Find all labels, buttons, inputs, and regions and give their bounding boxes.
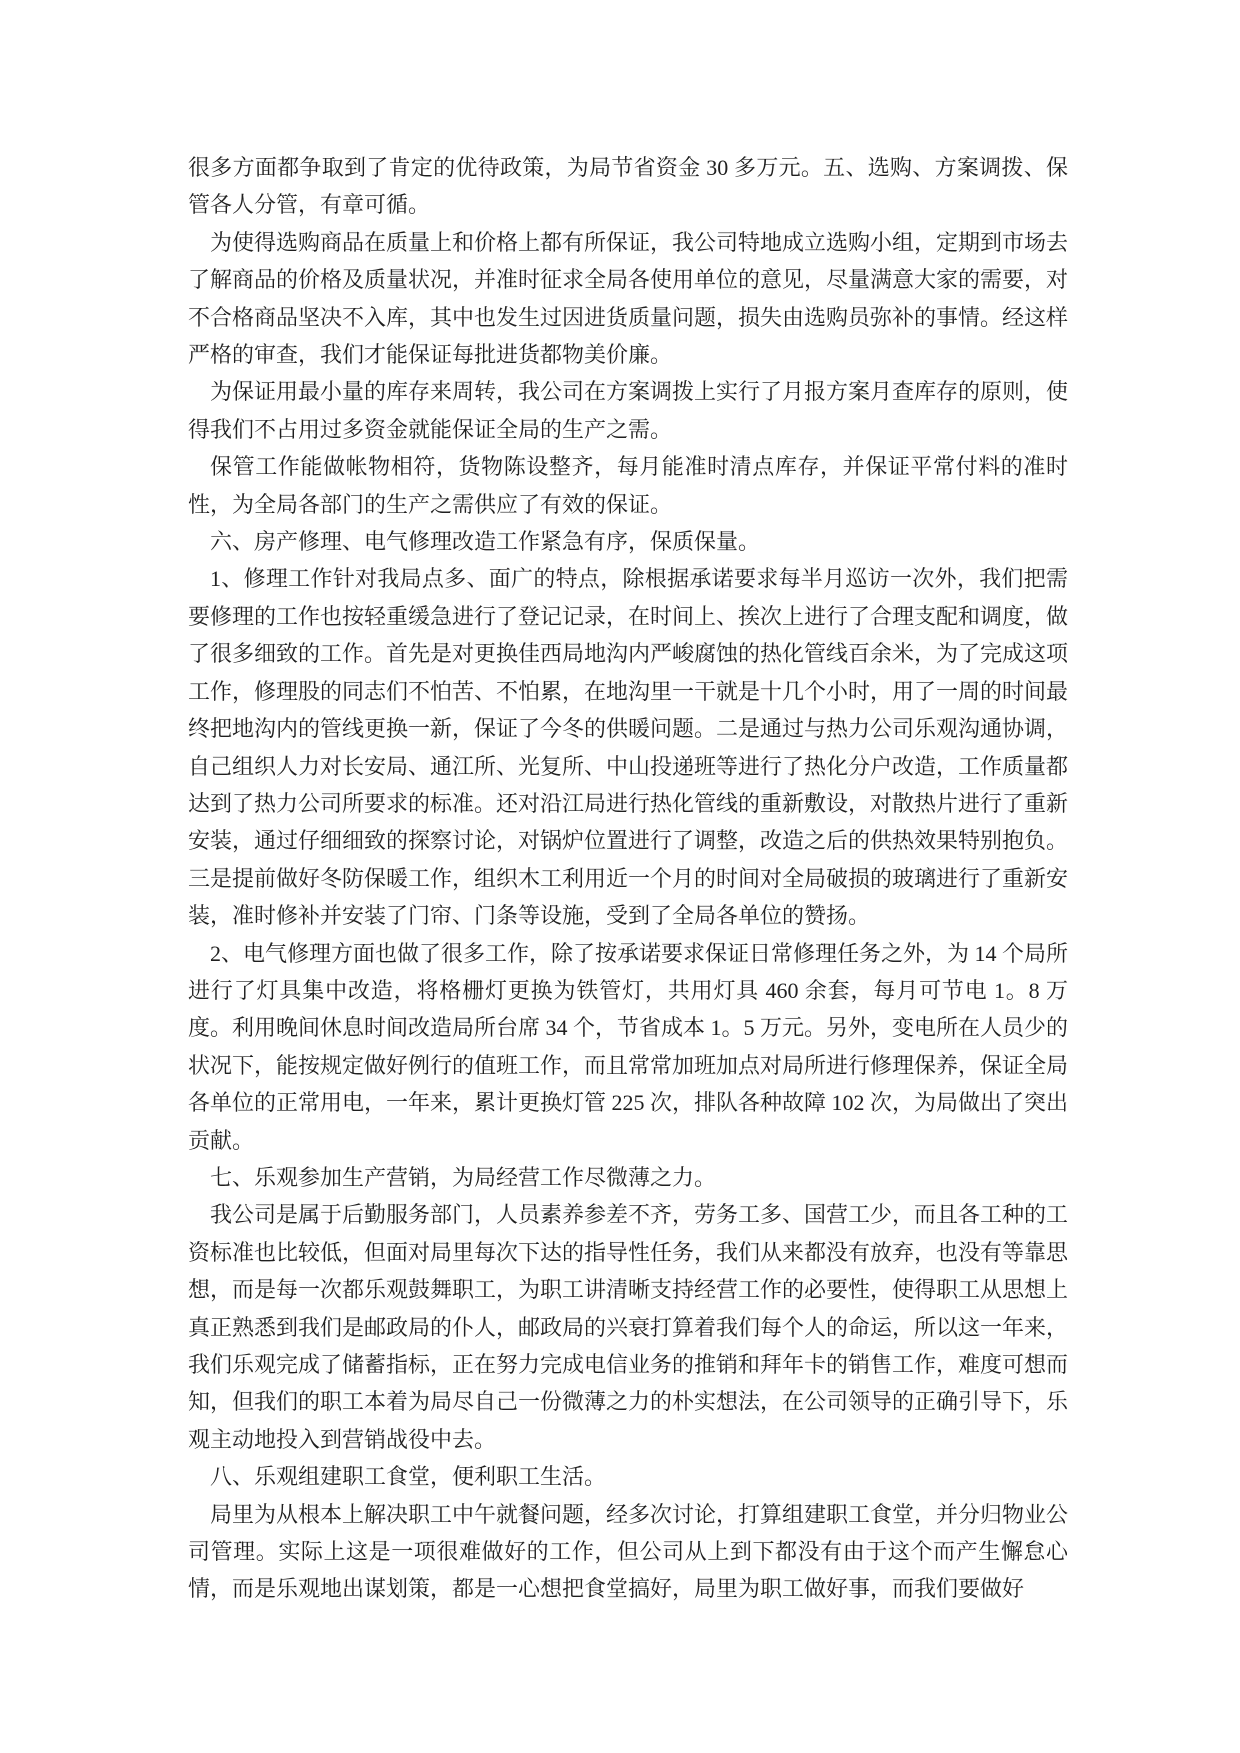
paragraph: 很多方面都争取到了肯定的优待政策，为局节省资金 30 多万元。五、选购、方案调拨、保管各人分管，有章可循。	[188, 155, 1068, 218]
paragraph: 为使得选购商品在质量上和价格上都有所保证，我公司特地成立选购小组，定期到市场去了解商品的价格及质量状况，并准时征求全局各使用单位的意见，尽量满意大家的需要，对不合格商品坚决不入库，其中也发生过因进货质量问题，损失由选购员弥补的事情。经这样严格的审查，我们才能保证每批进货都物美价廉。	[188, 229, 1069, 368]
document-body	[188, 149, 1068, 1608]
paragraph: 我公司是属于后勤服务部门，人员素养参差不齐，劳务工多、国营工少，而且各工种的工资标准也比较低，但面对局里每次下达的指导性任务，我们从来都没有放弃，也没有等靠思想，而是每一次都乐观鼓舞职工，为职工讲清晰支持经营工作的必要性，使得职工从思想上真正熟悉到我们是邮政局的仆人，邮政局的兴衰打算着我们每个人的命运，所以这一年来，我们乐观完成了储蓄指标，正在努力完成电信业务的推销和拜年卡的销售工作，难度可想而知，但我们的职工本着为局尽自己一份微薄之力的朴实想法，在公司领导的正确引导下，乐观主动地投入到营销战役中去。	[188, 1202, 1069, 1452]
paragraph: 六、房产修理、电气修理改造工作紧急有序，保质保量。	[210, 529, 761, 555]
paragraph: 保管工作能做帐物相符，货物陈设整齐，每月能准时清点库存，并保证平常付料的准时性，为全局各部门的生产之需供应了有效的保证。	[188, 454, 1068, 517]
paragraph: 八、乐观组建职工食堂，便利职工生活。	[210, 1464, 607, 1490]
paragraph: 七、乐观参加生产营销，为局经营工作尽微薄之力。	[210, 1164, 717, 1190]
paragraph: 为保证用最小量的库存来周转，我公司在方案调拨上实行了月报方案月查库存的原则，使得我们不占用过多资金就能保证全局的生产之需。	[188, 379, 1069, 442]
paragraph: 局里为从根本上解决职工中午就餐问题，经多次讨论，打算组建职工食堂，并分归物业公司管理。实际上这是一项很难做好的工作，但公司从上到下都没有由于这个而产生懈怠心情，而是乐观地出谋划策，都是一心想把食堂搞好，局里为职工做好事，而我们要做好	[188, 1501, 1069, 1602]
paragraph: 2、电气修理方面也做了很多工作，除了按承诺要求保证日常修理任务之外，为 14 个局所进行了灯具集中改造，将格栅灯更换为铁管灯，共用灯具 460 余套，每月可节电 1。8 万度。利用晚间休息时间改造局所台席 34 个，节省成本 1。5 万元。另外，变电所在人员少的状况下，能按规定做好例行的值班工作，而且常常加班加点对局所进行修理保养，保证全局各单位的正常用电，一年来，累计更换灯管 225 次，排队各种故障 102 次，为局做出了突出贡献。	[188, 940, 1069, 1153]
paragraph: 1、修理工作针对我局点多、面广的特点，除根据承诺要求每半月巡访一次外，我们把需要修理的工作也按轻重缓急进行了登记记录，在时间上、挨次上进行了合理支配和调度，做了很多细致的工作。首先是对更换佳西局地沟内严峻腐蚀的热化管线百余米，为了完成这项工作，修理股的同志们不怕苦、不怕累，在地沟里一干就是十几个小时，用了一周的时间最终把地沟内的管线更换一新，保证了今冬的供暖问题。二是通过与热力公司乐观沟通协调，自己组织人力对长安局、通江所、光复所、中山投递班等进行了热化分户改造，工作质量都达到了热力公司所要求的标准。还对沿江局进行热化管线的重新敷设，对散热片进行了重新安装，通过仔细细致的探察讨论，对锅炉位置进行了调整，改造之后的供热效果特别抱负。三是提前做好冬防保暖工作，组织木工利用近一个月的时间对全局破损的玻璃进行了重新安装，准时修补并安装了门帘、门条等设施，受到了全局各单位的赞扬。	[188, 566, 1069, 929]
